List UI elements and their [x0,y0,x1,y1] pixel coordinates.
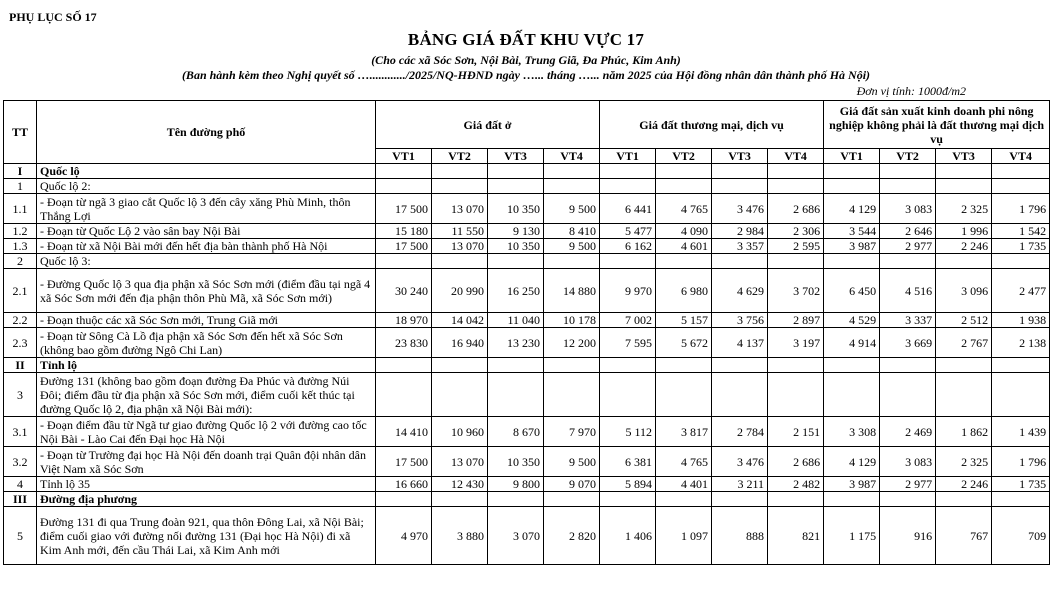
street-name: - Đoạn từ Quốc Lộ 2 vào sân bay Nội Bài [37,224,376,239]
price-cell [488,358,544,373]
price-cell: 13 230 [488,328,544,358]
price-cell [488,254,544,269]
price-cell: 4 765 [656,447,712,477]
price-cell [824,492,880,507]
street-name: - Đoạn điểm đầu từ Ngã tư giao đường Quốc lộ 2 với đường cao tốc Nội Bài - Lào Cai đến Đại học Hà Nội [37,417,376,447]
price-cell: 14 880 [544,269,600,313]
price-cell: 10 350 [488,239,544,254]
row-number: 5 [4,507,37,565]
row-number: 2.1 [4,269,37,313]
street-name: Tỉnh lộ [37,358,376,373]
price-cell: 3 083 [880,194,936,224]
position-header: VT1 [824,149,880,164]
price-cell: 18 970 [376,313,432,328]
price-cell [656,373,712,417]
price-cell: 9 500 [544,194,600,224]
price-cell: 888 [712,507,768,565]
street-name: Quốc lộ [37,164,376,179]
price-cell [600,179,656,194]
price-cell: 4 516 [880,269,936,313]
price-cell [768,358,824,373]
price-cell [376,373,432,417]
price-cell [488,373,544,417]
price-cell [992,492,1050,507]
table-row [4,477,1050,492]
table-row [4,447,1050,477]
price-cell [600,164,656,179]
price-cell: 4 401 [656,477,712,492]
price-cell [432,164,488,179]
price-cell [544,373,600,417]
price-cell: 5 157 [656,313,712,328]
price-cell [992,164,1050,179]
price-cell: 12 430 [432,477,488,492]
position-header: VT2 [880,149,936,164]
price-cell: 1 735 [992,239,1050,254]
table-row [4,417,1050,447]
row-number: 3 [4,373,37,417]
price-cell: 3 669 [880,328,936,358]
price-cell: 6 162 [600,239,656,254]
row-number: 4 [4,477,37,492]
street-name: Quốc lộ 2: [37,179,376,194]
price-cell: 4 129 [824,447,880,477]
price-cell: 17 500 [376,447,432,477]
price-cell: 11 550 [432,224,488,239]
row-number: 1 [4,179,37,194]
price-cell [880,179,936,194]
price-cell: 3 070 [488,507,544,565]
table-row [4,373,1050,417]
price-cell: 2 482 [768,477,824,492]
appendix-label: PHỤ LỤC SỐ 17 [9,10,97,24]
price-cell: 4 529 [824,313,880,328]
price-cell: 4 629 [712,269,768,313]
row-number: 2.2 [4,313,37,328]
price-cell [376,164,432,179]
row-number: 2.3 [4,328,37,358]
price-cell [600,254,656,269]
price-cell: 4 090 [656,224,712,239]
price-cell: 9 500 [544,239,600,254]
price-cell [432,492,488,507]
price-cell: 2 325 [936,447,992,477]
price-cell [712,179,768,194]
price-cell: 15 180 [376,224,432,239]
price-cell [544,164,600,179]
price-cell: 8 670 [488,417,544,447]
price-cell [936,492,992,507]
price-cell [488,179,544,194]
price-cell: 9 130 [488,224,544,239]
price-cell: 23 830 [376,328,432,358]
price-cell: 3 880 [432,507,488,565]
price-cell [376,492,432,507]
price-cell [544,254,600,269]
row-number: 3.2 [4,447,37,477]
position-header: VT4 [768,149,824,164]
price-cell [768,254,824,269]
price-cell [936,358,992,373]
street-name: - Đoạn từ ngã 3 giao cắt Quốc lộ 3 đến cây xăng Phù Minh, thôn Thắng Lợi [37,194,376,224]
section-row [4,164,1050,179]
price-cell: 16 940 [432,328,488,358]
price-cell: 7 595 [600,328,656,358]
header-nonagri-price: Giá đất sản xuất kinh doanh phi nông nghiệp không phải là đất thương mại dịch vụ [824,101,1050,149]
price-cell [432,373,488,417]
price-cell: 4 129 [824,194,880,224]
row-number: 3.1 [4,417,37,447]
price-cell: 1 938 [992,313,1050,328]
row-number: III [4,492,37,507]
price-cell [656,179,712,194]
price-cell [544,492,600,507]
section-row [4,492,1050,507]
price-cell [880,164,936,179]
price-cell: 6 381 [600,447,656,477]
price-cell: 13 070 [432,194,488,224]
land-price-table [3,100,1050,565]
price-cell: 3 756 [712,313,768,328]
price-cell: 8 410 [544,224,600,239]
price-cell: 3 987 [824,477,880,492]
row-number: I [4,164,37,179]
price-cell: 3 544 [824,224,880,239]
price-cell: 1 175 [824,507,880,565]
table-row [4,313,1050,328]
price-cell: 6 441 [600,194,656,224]
street-name: - Đoạn từ xã Nội Bài mới đến hết địa bàn thành phố Hà Nội [37,239,376,254]
price-cell: 3 476 [712,194,768,224]
price-cell: 17 500 [376,239,432,254]
price-cell: 1 439 [992,417,1050,447]
table-row [4,507,1050,565]
price-cell: 16 660 [376,477,432,492]
street-name: Đường 131 (không bao gồm đoạn đường Đa Phúc và đường Núi Đôi; điểm đầu từ địa phận xã Sóc Sơn mới, điểm cuối kết thúc tại đường Quốc lộ 2, địa phận xã Nội Bài mới): [37,373,376,417]
price-cell: 2 820 [544,507,600,565]
price-cell: 2 325 [936,194,992,224]
price-cell [936,254,992,269]
street-name: - Đoạn thuộc các xã Sóc Sơn mới, Trung Giã mới [37,313,376,328]
street-name: - Đường Quốc lộ 3 qua địa phận xã Sóc Sơn mới (điểm đầu tại ngã 4 xã Sóc Sơn mới đến địa phận thôn Phù Mã, xã Sóc Sơn mới) [37,269,376,313]
price-cell: 2 595 [768,239,824,254]
price-cell [824,373,880,417]
price-cell: 5 894 [600,477,656,492]
price-cell: 10 178 [544,313,600,328]
price-cell: 1 406 [600,507,656,565]
price-cell: 4 914 [824,328,880,358]
unit-note: Đơn vị tính: 1000đ/m2 [856,84,966,98]
price-cell: 3 197 [768,328,824,358]
street-name: - Đoạn từ Trường đại học Hà Nội đến doanh trại Quân đội nhân dân Việt Nam xã Sóc Sơn [37,447,376,477]
price-cell [656,164,712,179]
position-header: VT4 [992,149,1050,164]
price-cell: 3 476 [712,447,768,477]
price-cell: 2 984 [712,224,768,239]
position-header: VT2 [656,149,712,164]
price-cell: 1 097 [656,507,712,565]
price-cell: 3 083 [880,447,936,477]
price-cell: 2 246 [936,239,992,254]
price-cell: 10 350 [488,447,544,477]
price-cell [712,164,768,179]
price-cell [712,492,768,507]
price-cell [880,373,936,417]
header-street-name: Tên đường phố [37,101,376,164]
price-cell: 3 987 [824,239,880,254]
price-cell: 2 512 [936,313,992,328]
price-cell: 1 862 [936,417,992,447]
price-cell [712,254,768,269]
price-cell: 2 784 [712,417,768,447]
header-commercial-price: Giá đất thương mại, dịch vụ [600,101,824,149]
price-cell: 14 042 [432,313,488,328]
price-cell: 13 070 [432,447,488,477]
price-cell: 3 337 [880,313,936,328]
table-row [4,224,1050,239]
price-cell [488,164,544,179]
price-cell: 1 735 [992,477,1050,492]
price-cell: 709 [992,507,1050,565]
section-row [4,358,1050,373]
table-row [4,269,1050,313]
price-cell: 2 977 [880,477,936,492]
price-cell [936,373,992,417]
street-name: - Đoạn từ Sông Cà Lồ địa phận xã Sóc Sơn đến hết xã Sóc Sơn (không bao gồm đường Ngô Chi Lan) [37,328,376,358]
price-cell: 5 112 [600,417,656,447]
price-cell: 3 817 [656,417,712,447]
price-cell: 4 601 [656,239,712,254]
price-cell [936,179,992,194]
row-number: 1.3 [4,239,37,254]
price-cell: 10 350 [488,194,544,224]
table-row [4,239,1050,254]
price-cell [544,358,600,373]
street-name: Đường 131 đi qua Trung đoàn 921, qua thôn Đông Lai, xã Nội Bài; điểm cuối giao với đường nối đường 131 (Đại học Hà Nội) đi xã Kim Anh mới, đến cầu Thái Lai, xã Kim Anh mới [37,507,376,565]
price-cell: 2 897 [768,313,824,328]
price-cell [376,358,432,373]
price-cell: 3 308 [824,417,880,447]
price-cell: 9 970 [600,269,656,313]
row-number: 2 [4,254,37,269]
price-cell: 9 800 [488,477,544,492]
price-cell [712,373,768,417]
price-cell [768,179,824,194]
price-cell: 3 096 [936,269,992,313]
price-cell [376,254,432,269]
price-cell: 20 990 [432,269,488,313]
price-cell: 9 070 [544,477,600,492]
price-cell: 2 646 [880,224,936,239]
price-cell [768,492,824,507]
price-cell: 12 200 [544,328,600,358]
price-cell [992,254,1050,269]
subtitle: (Cho các xã Sóc Sơn, Nội Bài, Trung Giã, Đa Phúc, Kim Anh) [371,53,681,67]
row-number: II [4,358,37,373]
price-cell [544,179,600,194]
price-cell: 9 500 [544,447,600,477]
table-row [4,179,1050,194]
price-cell: 2 306 [768,224,824,239]
price-cell: 767 [936,507,992,565]
street-name: Quốc lộ 3: [37,254,376,269]
price-cell: 2 686 [768,447,824,477]
price-cell [656,254,712,269]
price-cell [656,492,712,507]
price-cell: 4 970 [376,507,432,565]
price-cell [376,179,432,194]
price-cell [432,358,488,373]
price-cell: 2 686 [768,194,824,224]
price-cell: 1 796 [992,194,1050,224]
row-number: 1.1 [4,194,37,224]
price-cell [936,164,992,179]
price-cell [600,373,656,417]
price-cell: 14 410 [376,417,432,447]
price-cell: 30 240 [376,269,432,313]
price-cell: 2 151 [768,417,824,447]
price-cell: 17 500 [376,194,432,224]
price-cell [432,254,488,269]
price-cell [880,492,936,507]
price-cell [600,358,656,373]
price-cell: 4 137 [712,328,768,358]
position-header: VT3 [712,149,768,164]
price-cell [992,358,1050,373]
decree-note: (Ban hành kèm theo Nghị quyết số …............/2025/NQ-HĐND ngày …... tháng …... năm 2025 của Hội đồng nhân dân thành phố Hà Nội) [181,68,871,82]
street-name: Tỉnh lộ 35 [37,477,376,492]
price-cell: 2 477 [992,269,1050,313]
table-row [4,254,1050,269]
row-number: 1.2 [4,224,37,239]
price-cell [824,254,880,269]
price-cell [600,492,656,507]
header-residential-price: Giá đất ở [376,101,600,149]
price-cell: 1 996 [936,224,992,239]
position-header: VT3 [488,149,544,164]
price-cell [432,179,488,194]
page-title: BẢNG GIÁ ĐẤT KHU VỰC 17 [407,30,645,49]
price-cell: 821 [768,507,824,565]
position-header: VT1 [600,149,656,164]
price-cell: 10 960 [432,417,488,447]
price-cell [992,179,1050,194]
price-cell: 6 450 [824,269,880,313]
price-cell: 3 357 [712,239,768,254]
price-cell: 2 767 [936,328,992,358]
price-cell: 11 040 [488,313,544,328]
position-header: VT2 [432,149,488,164]
position-header: VT1 [376,149,432,164]
price-cell [712,358,768,373]
position-header: VT3 [936,149,992,164]
price-cell: 2 977 [880,239,936,254]
price-cell [992,373,1050,417]
price-cell: 16 250 [488,269,544,313]
price-cell: 3 211 [712,477,768,492]
price-cell: 2 138 [992,328,1050,358]
price-cell: 1 542 [992,224,1050,239]
price-cell: 5 477 [600,224,656,239]
price-cell [488,492,544,507]
price-cell: 7 970 [544,417,600,447]
table-body [4,164,1050,565]
table-row [4,194,1050,224]
price-cell: 7 002 [600,313,656,328]
table-row [4,328,1050,358]
price-cell [768,164,824,179]
price-cell: 1 796 [992,447,1050,477]
street-name: Đường địa phương [37,492,376,507]
price-cell [824,164,880,179]
price-cell: 13 070 [432,239,488,254]
price-cell [824,358,880,373]
price-cell [824,179,880,194]
price-cell: 2 246 [936,477,992,492]
header-tt: TT [4,101,37,164]
price-cell [880,358,936,373]
price-cell [768,373,824,417]
price-cell: 5 672 [656,328,712,358]
position-header: VT4 [544,149,600,164]
price-cell [880,254,936,269]
price-cell: 2 469 [880,417,936,447]
price-cell: 3 702 [768,269,824,313]
price-cell [656,358,712,373]
price-cell: 4 765 [656,194,712,224]
price-cell: 6 980 [656,269,712,313]
price-cell: 916 [880,507,936,565]
